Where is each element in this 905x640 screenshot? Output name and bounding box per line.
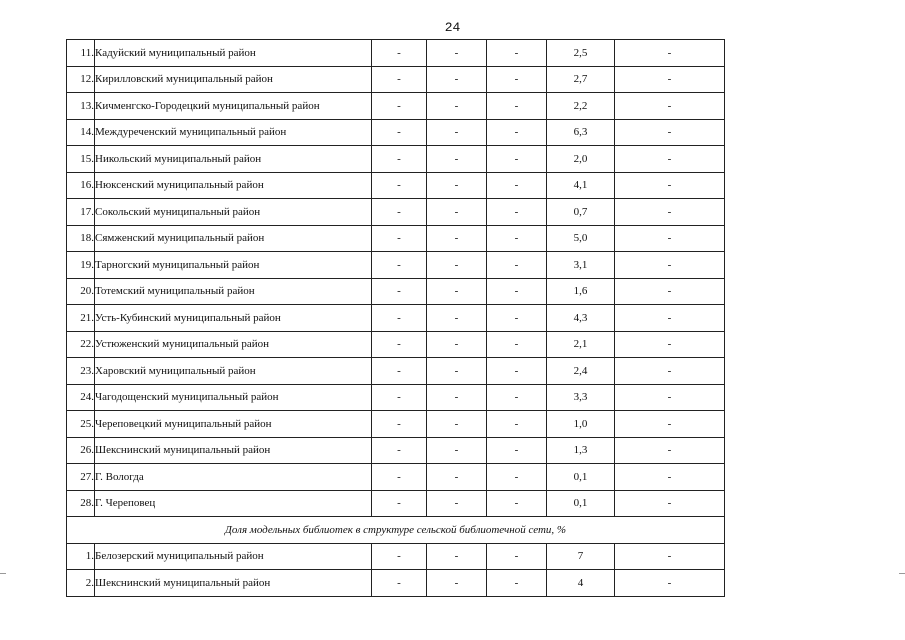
cell-col-5: - [615,490,725,517]
cell-value: 2,7 [547,66,615,93]
cell-col-2: - [427,331,487,358]
cell-col-1: - [372,66,427,93]
cell-value: 6,3 [547,119,615,146]
cell-value: 4,1 [547,172,615,199]
cell-col-1: - [372,252,427,279]
cell-col-5: - [615,199,725,226]
section-row [67,517,725,544]
cell-value: 5,0 [547,225,615,252]
cell-value: 3,3 [547,384,615,411]
cell-col-2: - [427,543,487,570]
cell-col-1: - [372,358,427,385]
table-row [67,331,725,358]
cell-col-5: - [615,384,725,411]
row-number: 12. [67,66,95,93]
cell-col-2: - [427,490,487,517]
cell-col-1: - [372,464,427,491]
table-row [67,252,725,279]
table-row [67,305,725,332]
cell-col-1: - [372,570,427,597]
cell-col-2: - [427,384,487,411]
table-row [67,93,725,120]
table-row [67,490,725,517]
cell-value: 4,3 [547,305,615,332]
cell-col-5: - [615,252,725,279]
cell-col-3: - [487,278,547,305]
cell-value: 3,1 [547,252,615,279]
cell-col-3: - [487,146,547,173]
district-name: Харовский муниципальный район [95,358,372,385]
cell-value: 0,7 [547,199,615,226]
row-number: 11. [67,40,95,67]
table-section [67,517,725,544]
cell-col-3: - [487,93,547,120]
district-name: Междуреченский муниципальный район [95,119,372,146]
row-number: 21. [67,305,95,332]
table-row [67,358,725,385]
district-name: Кирилловский муниципальный район [95,66,372,93]
cell-col-3: - [487,172,547,199]
table-row [67,199,725,226]
table-row [67,570,725,597]
cell-col-3: - [487,490,547,517]
table-row [67,543,725,570]
cell-col-1: - [372,172,427,199]
row-number: 14. [67,119,95,146]
indicators-table [66,39,725,597]
table-row [67,146,725,173]
right-edge-mark [899,573,905,575]
cell-col-3: - [487,570,547,597]
cell-value: 1,6 [547,278,615,305]
cell-col-1: - [372,93,427,120]
cell-col-5: - [615,358,725,385]
row-number: 26. [67,437,95,464]
cell-col-3: - [487,225,547,252]
cell-value: 2,2 [547,93,615,120]
table-body-bottom [67,543,725,596]
row-number: 15. [67,146,95,173]
cell-col-3: - [487,384,547,411]
cell-col-3: - [487,543,547,570]
cell-col-1: - [372,384,427,411]
cell-col-2: - [427,252,487,279]
cell-col-1: - [372,40,427,67]
left-edge-mark [0,573,6,575]
cell-col-2: - [427,225,487,252]
cell-col-5: - [615,305,725,332]
row-number: 19. [67,252,95,279]
cell-col-5: - [615,225,725,252]
row-number: 25. [67,411,95,438]
cell-col-3: - [487,252,547,279]
page-number: 24 [444,20,461,35]
table-body-top [67,40,725,517]
cell-col-2: - [427,199,487,226]
table-row [67,66,725,93]
cell-col-1: - [372,199,427,226]
cell-col-3: - [487,40,547,67]
table-row [67,278,725,305]
cell-col-1: - [372,278,427,305]
table-row [67,437,725,464]
cell-col-5: - [615,66,725,93]
row-number: 20. [67,278,95,305]
cell-col-1: - [372,225,427,252]
district-name: Никольский муниципальный район [95,146,372,173]
cell-value: 1,3 [547,437,615,464]
district-name: Шекснинский муниципальный район [95,437,372,464]
row-number: 28. [67,490,95,517]
table-row [67,384,725,411]
row-number: 1. [67,543,95,570]
cell-col-5: - [615,411,725,438]
cell-col-1: - [372,437,427,464]
district-name: Усть-Кубинский муниципальный район [95,305,372,332]
cell-col-2: - [427,119,487,146]
cell-col-5: - [615,172,725,199]
cell-col-5: - [615,278,725,305]
cell-col-2: - [427,40,487,67]
cell-col-3: - [487,331,547,358]
district-name: Кадуйский муниципальный район [95,40,372,67]
cell-value: 2,5 [547,40,615,67]
table-row [67,411,725,438]
cell-col-2: - [427,172,487,199]
cell-col-3: - [487,119,547,146]
district-name: Сямженский муниципальный район [95,225,372,252]
cell-col-2: - [427,305,487,332]
table-row [67,464,725,491]
cell-col-5: - [615,464,725,491]
district-name: Тарногский муниципальный район [95,252,372,279]
cell-col-2: - [427,278,487,305]
row-number: 23. [67,358,95,385]
row-number: 13. [67,93,95,120]
cell-col-2: - [427,358,487,385]
row-number: 16. [67,172,95,199]
cell-value: 1,0 [547,411,615,438]
district-name: Кичменгско-Городецкий муниципальный район [95,93,372,120]
district-name: Чагодощенский муниципальный район [95,384,372,411]
cell-col-3: - [487,437,547,464]
cell-value: 7 [547,543,615,570]
district-name: Череповецкий муниципальный район [95,411,372,438]
cell-value: 0,1 [547,464,615,491]
district-name: Г. Вологда [95,464,372,491]
cell-col-5: - [615,331,725,358]
cell-col-5: - [615,146,725,173]
cell-col-3: - [487,464,547,491]
cell-col-3: - [487,199,547,226]
cell-col-5: - [615,570,725,597]
district-name: Нюксенский муниципальный район [95,172,372,199]
cell-col-1: - [372,146,427,173]
cell-col-5: - [615,93,725,120]
row-number: 24. [67,384,95,411]
row-number: 27. [67,464,95,491]
cell-col-2: - [427,146,487,173]
cell-col-3: - [487,358,547,385]
cell-col-2: - [427,464,487,491]
cell-col-5: - [615,119,725,146]
row-number: 18. [67,225,95,252]
cell-value: 2,1 [547,331,615,358]
cell-value: 0,1 [547,490,615,517]
row-number: 22. [67,331,95,358]
district-name: Тотемский муниципальный район [95,278,372,305]
cell-col-3: - [487,305,547,332]
table-row [67,225,725,252]
section-title: Доля модельных библиотек в структуре сельской библиотечной сети, % [67,517,725,544]
cell-col-2: - [427,437,487,464]
district-name: Белозерский муниципальный район [95,543,372,570]
cell-col-2: - [427,570,487,597]
cell-value: 2,4 [547,358,615,385]
cell-value: 2,0 [547,146,615,173]
cell-col-1: - [372,119,427,146]
district-name: Шекснинский муниципальный район [95,570,372,597]
cell-col-5: - [615,543,725,570]
cell-value: 4 [547,570,615,597]
table-row [67,172,725,199]
row-number: 2. [67,570,95,597]
cell-col-2: - [427,93,487,120]
cell-col-1: - [372,331,427,358]
cell-col-2: - [427,411,487,438]
cell-col-1: - [372,305,427,332]
table-row [67,119,725,146]
district-name: Устюженский муниципальный район [95,331,372,358]
cell-col-2: - [427,66,487,93]
cell-col-3: - [487,411,547,438]
table-row [67,40,725,67]
cell-col-5: - [615,437,725,464]
row-number: 17. [67,199,95,226]
cell-col-3: - [487,66,547,93]
cell-col-5: - [615,40,725,67]
cell-col-1: - [372,490,427,517]
district-name: Сокольский муниципальный район [95,199,372,226]
cell-col-1: - [372,411,427,438]
district-name: Г. Череповец [95,490,372,517]
cell-col-1: - [372,543,427,570]
